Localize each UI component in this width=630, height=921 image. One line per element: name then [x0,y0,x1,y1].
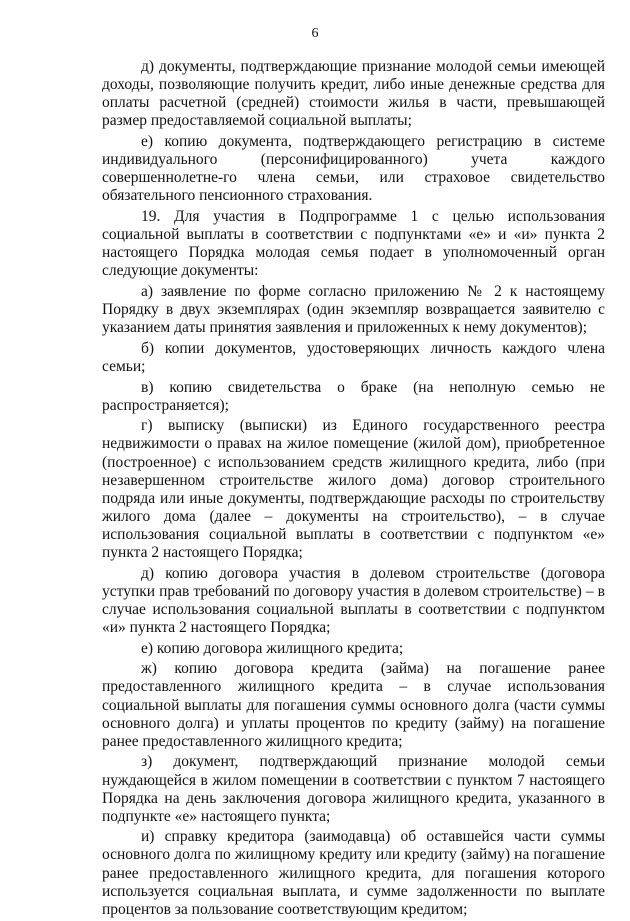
paragraph-d-income-documents: д) документы, подтверждающие признание молодой семьи имеющей доходы, позволяющие получить кредит, либо иные денежные средства для оплаты расчетной (средней) стоимости жилья в части, превышающей размер предоставляемой социальной выплаты; [102,58,605,130]
paragraph-v-marriage-certificate: в) копию свидетельства о браке (на неполную семью не распространяется); [102,378,605,414]
paragraph-e-housing-loan: е) копию договора жилищного кредита; [141,639,404,657]
paragraph-g-registry-extract: г) выписку (выписки) из Единого государственного реестра недвижимости о правах на жилое помещение (жилой дом), приобретенное (построенное) с использованием средств жилищного кредита, либо (при незавершенном строительстве жилого дома) договор строительного подряда или иные документы, подтверждающие расходы по строительству жилого дома (далее – документы на строительство), – в случае использования социальной выплаты в соответствии с подпунктом «е» пункта 2 настоящего Порядка; [102,417,605,561]
paragraph-i-creditor-statement: и) справку кредитора (заимодавца) об оставшейся части суммы основного долга по жилищному кредиту или кредиту (займу) на погашение ранее предоставленного жилищного кредита, для погашения которого используется социальная выплата, и сумме задолженности по выплате процентов за пользование соответствующим кредитом; [102,828,605,918]
paragraph-a-application: а) заявление по форме согласно приложению № 2 к настоящему Порядку в двух экземплярах (один экземпляр возвращается заявителю с указанием даты принятия заявления и приложенных к нему документов); [102,282,605,337]
paragraph-e-pension-registration: е) копию документа, подтверждающего регистрацию в системе индивидуального (персонифицированного) учета каждого совершеннолетне-го члена семьи, или страховое свидетельство обязательного пенсионного страхования. [102,132,605,205]
paragraph-19-intro: 19. Для участия в Подпрограмме 1 с целью использования социальной выплаты в соответствии с подпунктами «е» и «и» пункта 2 настоящего Порядка молодая семья подает в уполномоченный орган следующие документы: [102,207,605,280]
paragraph-zh-refinancing-loan: ж) копию договора кредита (займа) на погашение ранее предоставленного жилищного кредита – в случае использования социальной выплаты для погашения суммы основного долга (части суммы основного долга) и уплаты процентов по кредиту (займу) на погашение ранее предоставленного жилищного кредита; [102,660,605,750]
page-number: 6 [311,26,319,41]
paragraph-b-identity-documents: б) копии документов, удостоверяющих личность каждого члена семьи; [102,339,605,375]
paragraph-z-needs-confirmation: з) документ, подтверждающий признание молодой семьи нуждающейся в жилом помещении в соответствии с пунктом 7 настоящего Порядка на день заключения договора жилищного кредита, указанного в подпункте «е» настоящего пункта; [102,753,605,825]
document-body [102,58,605,921]
paragraph-d-shared-construction: д) копию договора участия в долевом строительстве (договора уступки прав требований по договору участия в долевом строительстве) – в случае использования социальной выплаты в соответствии с подпунктом «и» пункта 2 настоящего Порядка; [102,564,605,636]
